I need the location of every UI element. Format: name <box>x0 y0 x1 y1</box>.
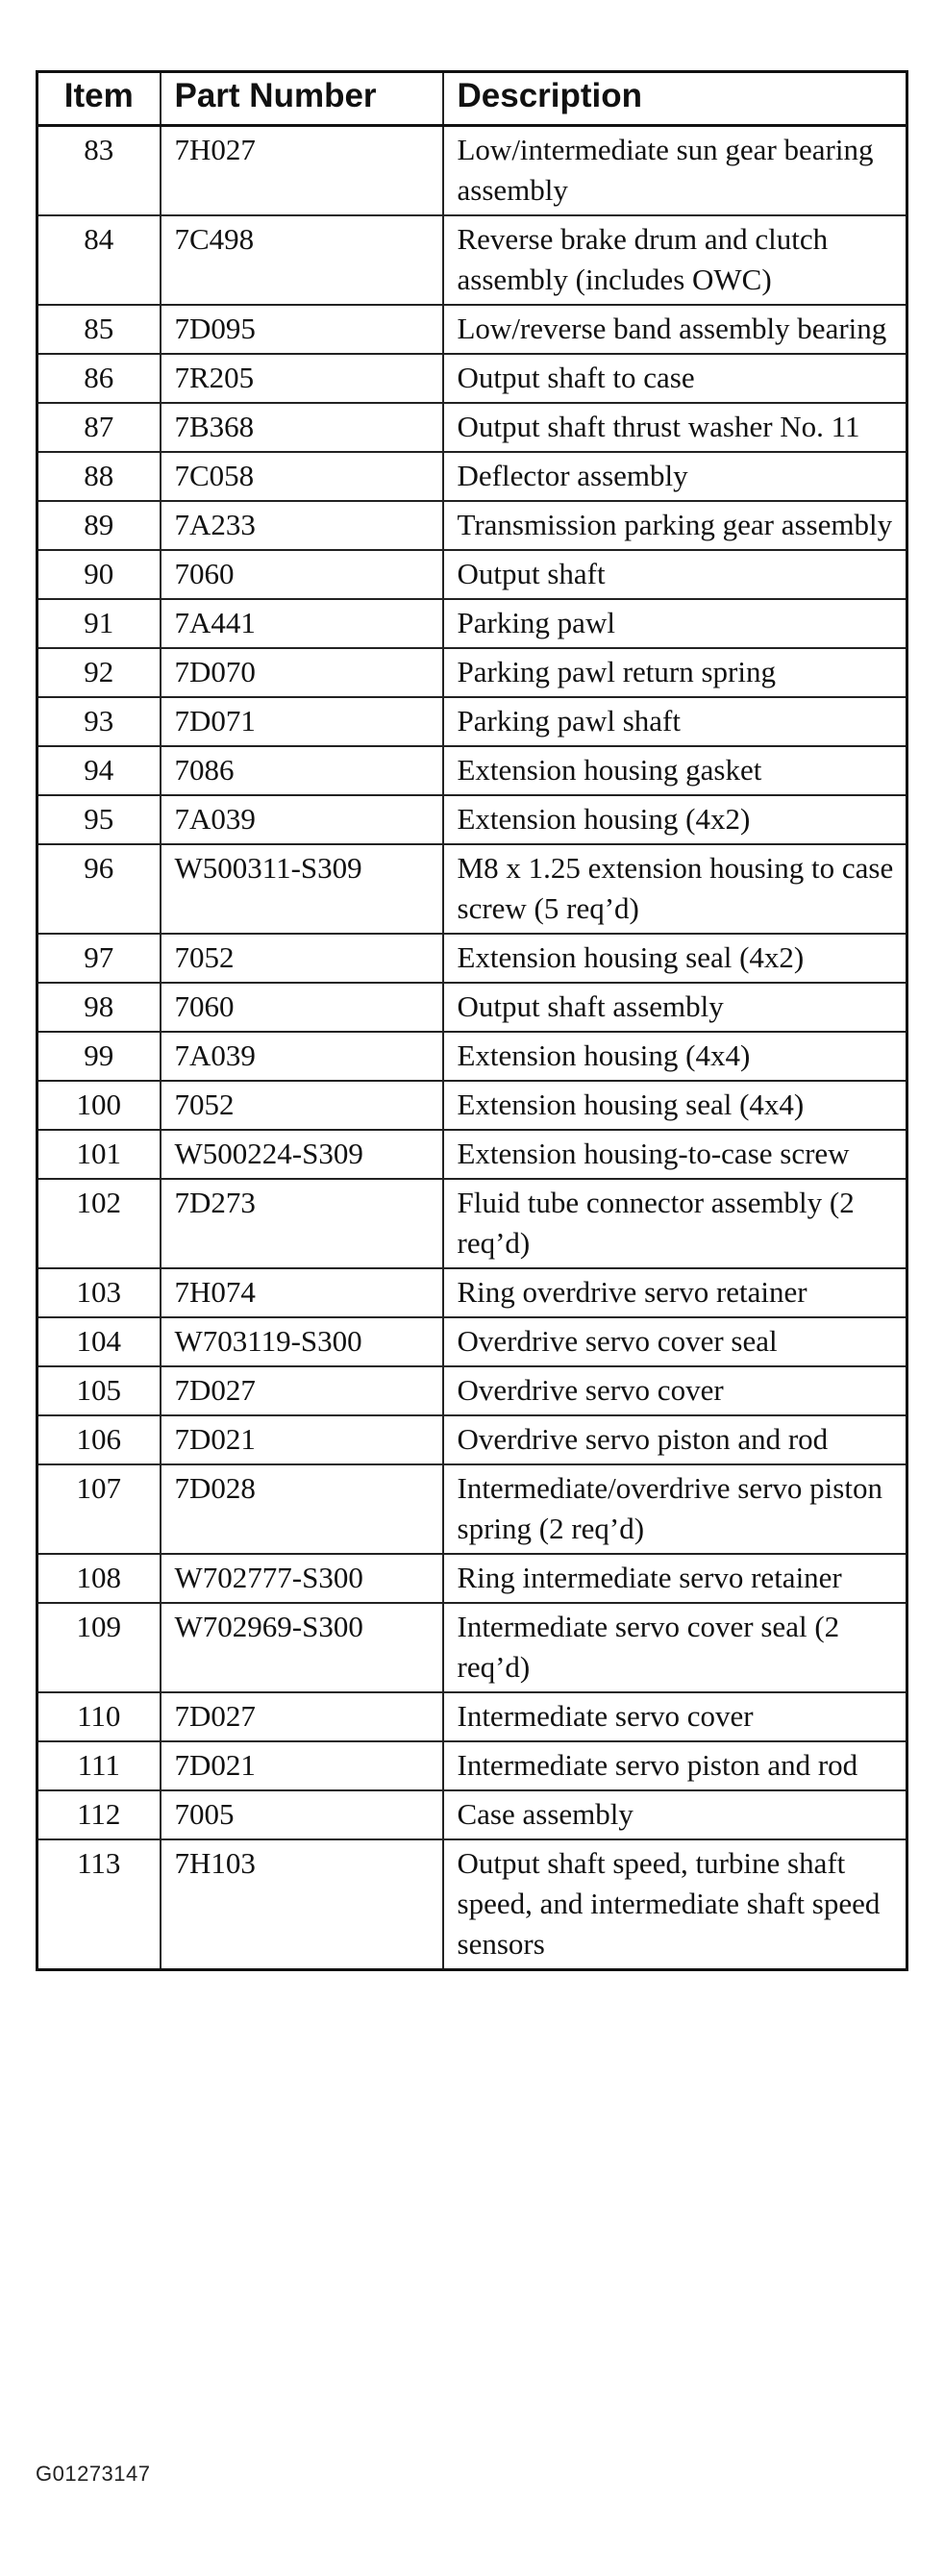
table-row <box>37 1603 907 1692</box>
part-number-cell: 7B368 <box>161 403 443 452</box>
part-number-cell: 7A233 <box>161 501 443 550</box>
item-cell: 108 <box>37 1554 161 1603</box>
description-cell: Parking pawl return spring <box>443 648 907 697</box>
description-cell: Ring intermediate servo retainer <box>443 1554 907 1603</box>
table-row <box>37 1839 907 1970</box>
item-cell: 96 <box>37 844 161 934</box>
item-cell: 112 <box>37 1790 161 1839</box>
description-cell: Extension housing-to-case screw <box>443 1130 907 1179</box>
header-item: Item <box>37 72 161 126</box>
table-row <box>37 1366 907 1415</box>
description-cell: Low/reverse band assembly bearing <box>443 305 907 354</box>
part-number-cell: 7D095 <box>161 305 443 354</box>
header-part-number: Part Number <box>161 72 443 126</box>
description-cell: Extension housing (4x4) <box>443 1032 907 1081</box>
item-cell: 86 <box>37 354 161 403</box>
table-row <box>37 501 907 550</box>
item-cell: 104 <box>37 1317 161 1366</box>
part-number-cell: 7D070 <box>161 648 443 697</box>
description-cell: Overdrive servo cover seal <box>443 1317 907 1366</box>
item-cell: 109 <box>37 1603 161 1692</box>
part-number-cell: 7086 <box>161 746 443 795</box>
part-number-cell: 7A039 <box>161 795 443 844</box>
description-cell: Output shaft <box>443 550 907 599</box>
description-cell: Transmission parking gear assembly <box>443 501 907 550</box>
table-row <box>37 354 907 403</box>
description-cell: Parking pawl <box>443 599 907 648</box>
header-description: Description <box>443 72 907 126</box>
part-number-cell: 7D028 <box>161 1464 443 1554</box>
description-cell: Intermediate/overdrive servo piston spring (2 req’d) <box>443 1464 907 1554</box>
table-row <box>37 1317 907 1366</box>
description-cell: Extension housing gasket <box>443 746 907 795</box>
description-cell: Intermediate servo piston and rod <box>443 1741 907 1790</box>
description-cell: Intermediate servo cover <box>443 1692 907 1741</box>
part-number-cell: 7C498 <box>161 215 443 305</box>
item-cell: 105 <box>37 1366 161 1415</box>
table-body <box>37 126 907 1970</box>
item-cell: 107 <box>37 1464 161 1554</box>
table-row <box>37 1268 907 1317</box>
table-header-row <box>37 72 907 126</box>
description-cell: Extension housing seal (4x2) <box>443 934 907 983</box>
part-number-cell: 7A441 <box>161 599 443 648</box>
item-cell: 102 <box>37 1179 161 1268</box>
table-row <box>37 1790 907 1839</box>
item-cell: 93 <box>37 697 161 746</box>
table-row <box>37 746 907 795</box>
item-cell: 90 <box>37 550 161 599</box>
part-number-cell: W702969-S300 <box>161 1603 443 1692</box>
description-cell: Output shaft assembly <box>443 983 907 1032</box>
figure-id: G01273147 <box>36 2462 151 2486</box>
description-cell: M8 x 1.25 extension housing to case screw (5 req’d) <box>443 844 907 934</box>
table-row <box>37 403 907 452</box>
item-cell: 91 <box>37 599 161 648</box>
part-number-cell: W702777-S300 <box>161 1554 443 1603</box>
table-row <box>37 599 907 648</box>
part-number-cell: 7D021 <box>161 1741 443 1790</box>
table-row <box>37 126 907 216</box>
item-cell: 83 <box>37 126 161 216</box>
table-row <box>37 1554 907 1603</box>
item-cell: 106 <box>37 1415 161 1464</box>
item-cell: 88 <box>37 452 161 501</box>
part-number-cell: 7D027 <box>161 1366 443 1415</box>
table-row <box>37 1179 907 1268</box>
part-number-cell: 7D273 <box>161 1179 443 1268</box>
item-cell: 98 <box>37 983 161 1032</box>
part-number-cell: 7052 <box>161 934 443 983</box>
part-number-cell: 7060 <box>161 983 443 1032</box>
item-cell: 95 <box>37 795 161 844</box>
table-row <box>37 934 907 983</box>
parts-table <box>36 70 908 1971</box>
part-number-cell: 7052 <box>161 1081 443 1130</box>
item-cell: 113 <box>37 1839 161 1970</box>
table-row <box>37 1741 907 1790</box>
description-cell: Reverse brake drum and clutch assembly (includes OWC) <box>443 215 907 305</box>
item-cell: 99 <box>37 1032 161 1081</box>
table-row <box>37 452 907 501</box>
description-cell: Ring overdrive servo retainer <box>443 1268 907 1317</box>
description-cell: Fluid tube connector assembly (2 req’d) <box>443 1179 907 1268</box>
item-cell: 103 <box>37 1268 161 1317</box>
table-row <box>37 1464 907 1554</box>
table-row <box>37 215 907 305</box>
table-row <box>37 844 907 934</box>
part-number-cell: 7005 <box>161 1790 443 1839</box>
item-cell: 92 <box>37 648 161 697</box>
item-cell: 111 <box>37 1741 161 1790</box>
table-row <box>37 305 907 354</box>
part-number-cell: W500311-S309 <box>161 844 443 934</box>
part-number-cell: 7D021 <box>161 1415 443 1464</box>
description-cell: Extension housing (4x2) <box>443 795 907 844</box>
description-cell: Deflector assembly <box>443 452 907 501</box>
table-row <box>37 1415 907 1464</box>
table-row <box>37 983 907 1032</box>
part-number-cell: 7060 <box>161 550 443 599</box>
item-cell: 100 <box>37 1081 161 1130</box>
item-cell: 94 <box>37 746 161 795</box>
item-cell: 110 <box>37 1692 161 1741</box>
part-number-cell: 7A039 <box>161 1032 443 1081</box>
description-cell: Extension housing seal (4x4) <box>443 1081 907 1130</box>
table-row <box>37 1032 907 1081</box>
part-number-cell: 7D071 <box>161 697 443 746</box>
table-row <box>37 1692 907 1741</box>
part-number-cell: W703119-S300 <box>161 1317 443 1366</box>
part-number-cell: 7H027 <box>161 126 443 216</box>
table-row <box>37 1081 907 1130</box>
table-row <box>37 697 907 746</box>
part-number-cell: 7D027 <box>161 1692 443 1741</box>
item-cell: 87 <box>37 403 161 452</box>
description-cell: Case assembly <box>443 1790 907 1839</box>
part-number-cell: 7R205 <box>161 354 443 403</box>
description-cell: Low/intermediate sun gear bearing assembly <box>443 126 907 216</box>
description-cell: Overdrive servo piston and rod <box>443 1415 907 1464</box>
item-cell: 101 <box>37 1130 161 1179</box>
description-cell: Intermediate servo cover seal (2 req’d) <box>443 1603 907 1692</box>
item-cell: 97 <box>37 934 161 983</box>
item-cell: 84 <box>37 215 161 305</box>
table-row <box>37 550 907 599</box>
description-cell: Output shaft to case <box>443 354 907 403</box>
description-cell: Output shaft speed, turbine shaft speed, and intermediate shaft speed sensors <box>443 1839 907 1970</box>
part-number-cell: 7H074 <box>161 1268 443 1317</box>
description-cell: Output shaft thrust washer No. 11 <box>443 403 907 452</box>
part-number-cell: 7C058 <box>161 452 443 501</box>
item-cell: 89 <box>37 501 161 550</box>
table-row <box>37 1130 907 1179</box>
part-number-cell: W500224-S309 <box>161 1130 443 1179</box>
table-row <box>37 795 907 844</box>
table-row <box>37 648 907 697</box>
description-cell: Overdrive servo cover <box>443 1366 907 1415</box>
part-number-cell: 7H103 <box>161 1839 443 1970</box>
description-cell: Parking pawl shaft <box>443 697 907 746</box>
item-cell: 85 <box>37 305 161 354</box>
